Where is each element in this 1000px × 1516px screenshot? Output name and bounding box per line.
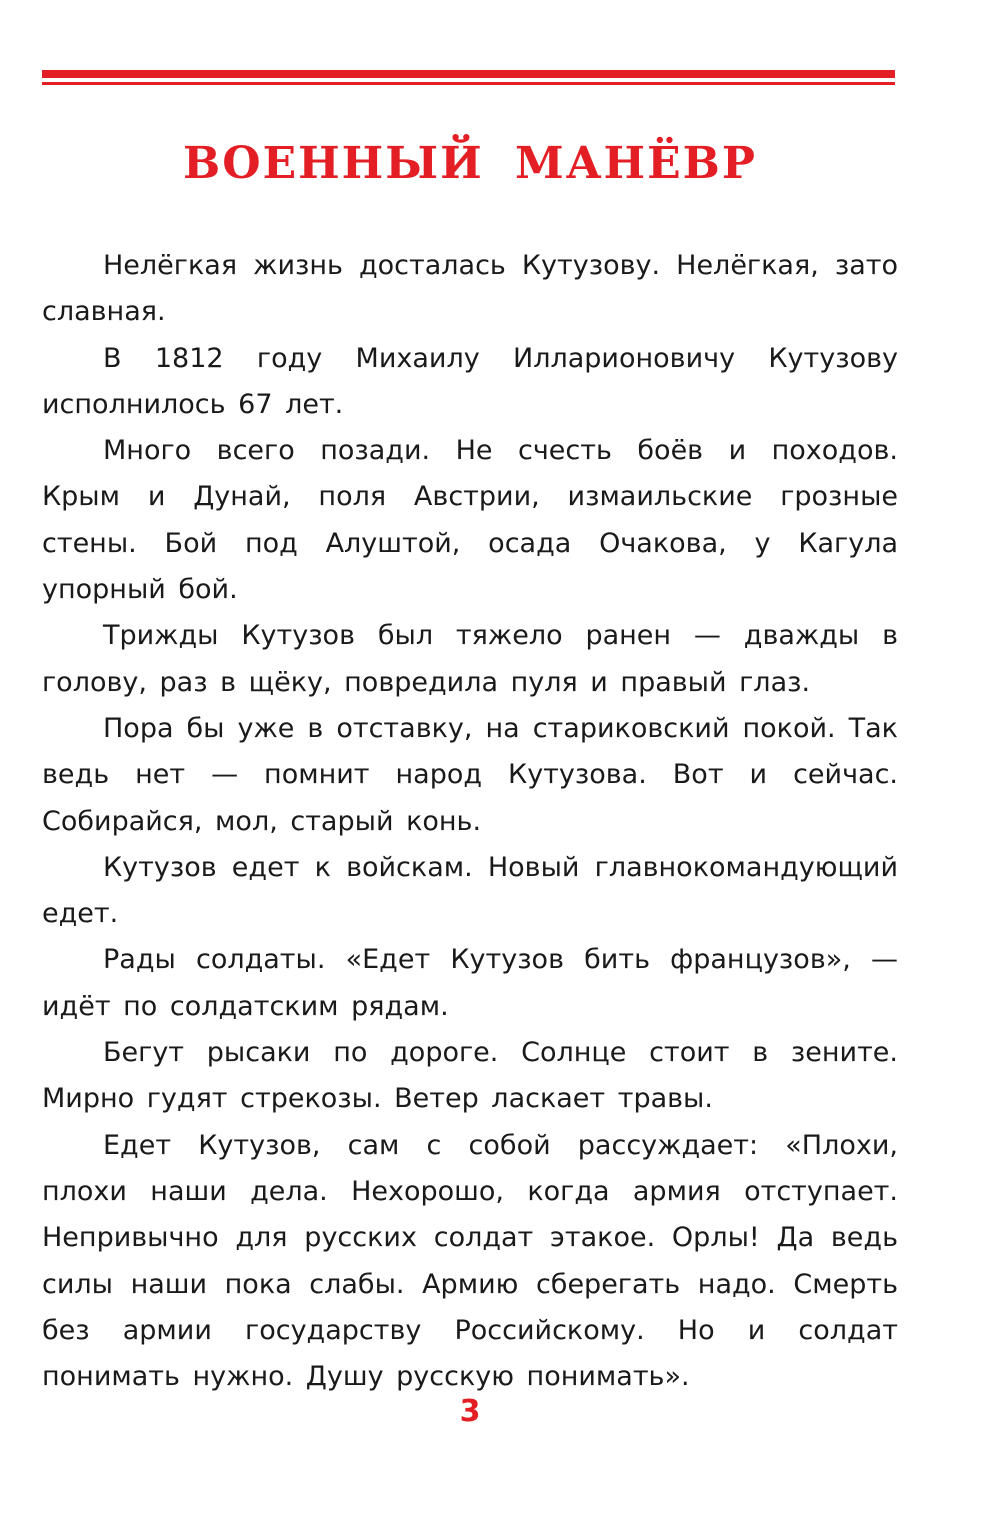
paragraph: Бегут рысаки по дороге. Солнце стоит в зените. Мирно гудят стрекозы. Ветер ласкает травы. xyxy=(42,1037,898,1115)
page-number: 3 xyxy=(459,1394,481,1429)
paragraph: Трижды Кутузов был тяжело ранен — дважды в голову, раз в щёку, повредила пуля и правый глаз. xyxy=(42,620,898,698)
header-rule-thin xyxy=(42,82,895,85)
paragraph: Много всего позади. Не счесть боёв и походов. Крым и Дунай, поля Австрии, измаильские грозные стены. Бой под Алуштой, осада Очакова, у Кагула упорный бой. xyxy=(42,435,898,606)
paragraph: Нелёгкая жизнь досталась Кутузову. Нелёгкая, зато славная. xyxy=(42,250,898,328)
paragraph: Едет Кутузов, сам с собой рассуждает: «Плохи, плохи наши дела. Нехорошо, когда армия отступает. Непривычно для русских солдат этакое. Орлы! Да ведь силы наши пока слабы. Армию сберегать надо. Смерть без армии государству Российскому. Но и солдат понимать нужно. Душу русскую понимать». xyxy=(42,1129,898,1393)
body-text xyxy=(42,243,898,1400)
paragraph: Пора бы уже в отставку, на стариковский покой. Так ведь нет — помнит народ Кутузова. Вот и сейчас. Собирайся, мол, старый конь. xyxy=(42,712,898,837)
paragraph: Кутузов едет к войскам. Новый главнокомандующий едет. xyxy=(42,851,898,930)
chapter-title: ВОЕННЫЙ МАНЁВР xyxy=(183,138,757,189)
header-rule-thick xyxy=(42,70,895,78)
paragraph: В 1812 году Михаилу Илларионовичу Кутузову исполнилось 67 лет. xyxy=(42,342,898,420)
paragraph: Рады солдаты. «Едет Кутузов бить французов», — идёт по солдатским рядам. xyxy=(42,944,898,1022)
